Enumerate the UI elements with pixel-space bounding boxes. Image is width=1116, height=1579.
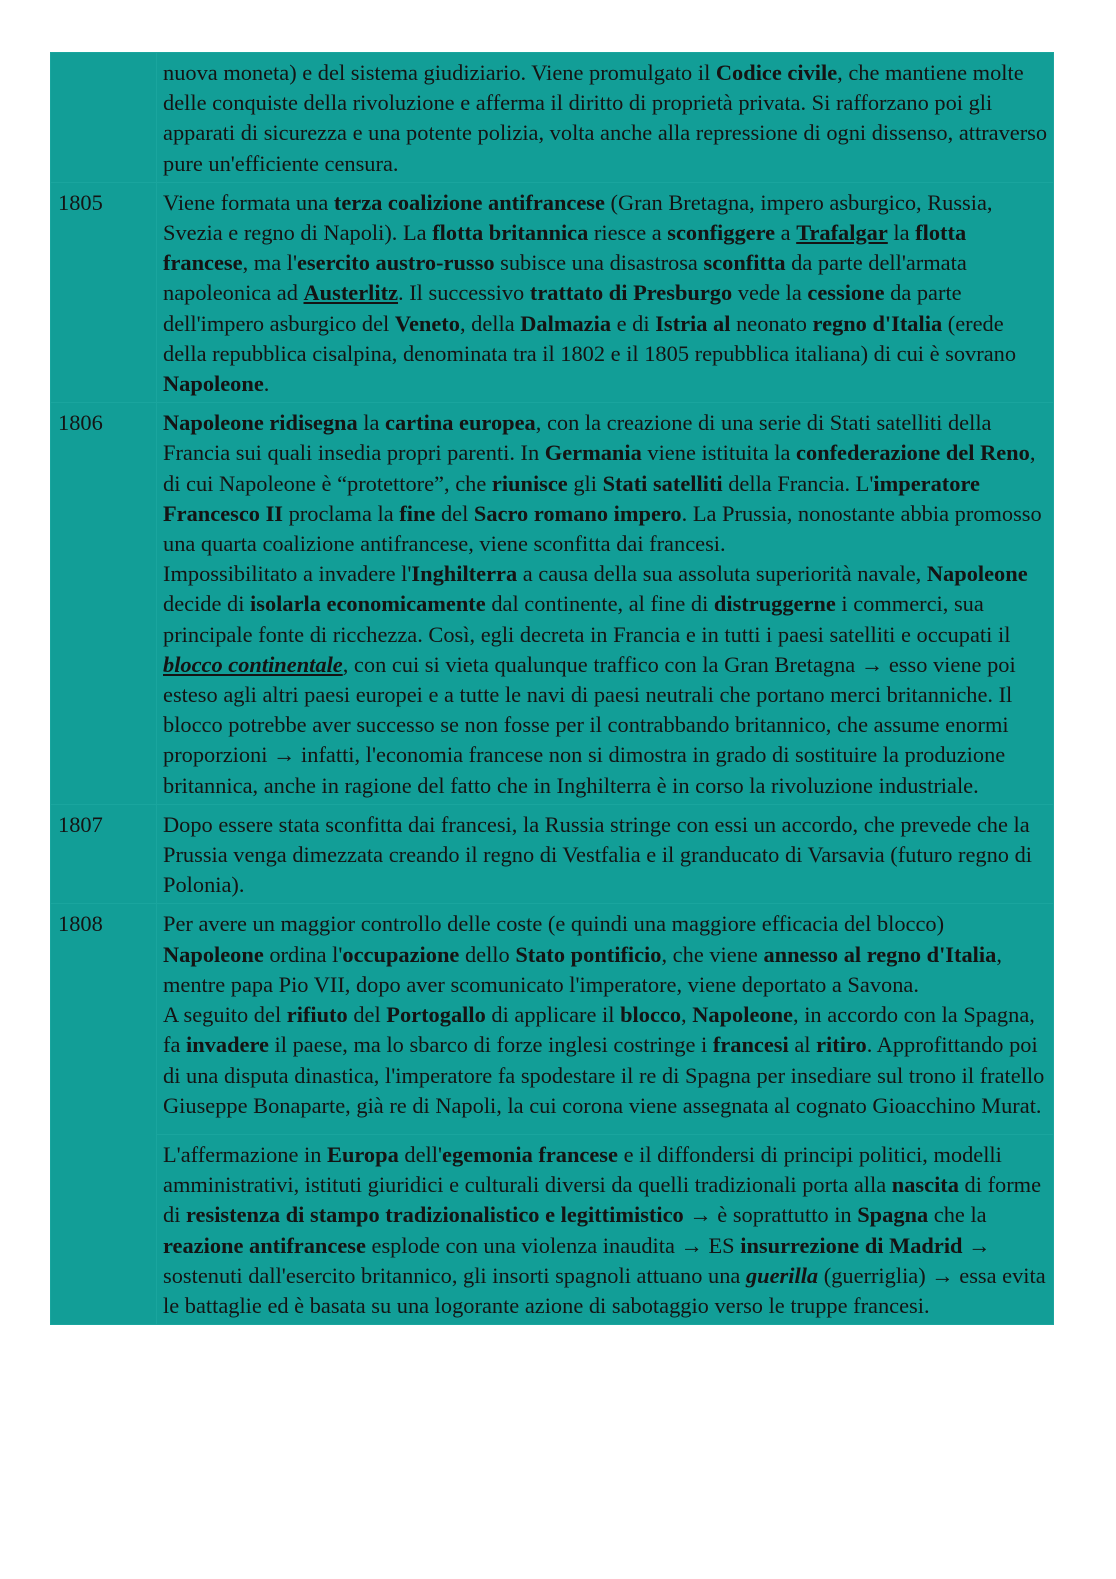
event-cell	[157, 804, 1054, 904]
paragraph: L'affermazione in Europa dell'egemonia francese e il diffondersi di principi politici, modelli amministrativi, istituti giuridici e culturali diversi da quelli tradizionali porta alla nascita di forme di resistenza di stampo tradizionalistico e legittimistico → è soprattutto in Spagna che la reazione antifrancese esplode con una violenza inaudita → ES insurrezione di Madrid → sostenuti dall'esercito britannico, gli insorti spagnoli attuano una guerilla (guerriglia) → essa evita le battaglie ed è basata su una logorante azione di sabotaggio verso le truppe francesi.	[163, 1141, 1046, 1318]
year-cell: 1805	[51, 182, 157, 402]
event-cell	[157, 1134, 1054, 1324]
spacer	[163, 1121, 1050, 1131]
year-cell: 1807	[51, 804, 157, 904]
paragraph: Per avere un maggior controllo delle coste (e quindi una maggiore efficacia del blocco) Napoleone ordina l'occupazione dello Stato pontificio, che viene annesso al regno d'Italia, mentre papa Pio VII, dopo aver scomunicato l'imperatore, viene deportato a Savona.	[163, 911, 1002, 997]
event-cell	[157, 53, 1054, 183]
timeline-table	[50, 52, 1054, 1325]
paragraph: nuova moneta) e del sistema giudiziario. Viene promulgato il Codice civile, che mantiene molte delle conquiste della rivoluzione e afferma il diritto di proprietà privata. Si rafforzano poi gli apparati di sicurezza e una potente polizia, volta anche alla repressione di ogni dissenso, attraverso pure un'efficiente censura.	[163, 60, 1048, 176]
table-row	[51, 1134, 1054, 1324]
event-cell	[157, 182, 1054, 402]
paragraph: Napoleone ridisegna la cartina europea, con la creazione di una serie di Stati satelliti della Francia sui quali insedia propri parenti. In Germania viene istituita la confederazione del Reno, di cui Napoleone è “protettore”, che riunisce gli Stati satelliti della Francia. L'imperatore Francesco II proclama la fine del Sacro romano impero. La Prussia, nonostante abbia promosso una quarta coalizione antifrancese, viene sconfitta dai francesi.	[163, 410, 1042, 557]
paragraph: Impossibilitato a invadere l'Inghilterra a causa della sua assoluta superiorità navale, Napoleone decide di isolarla economicamente dal continente, al fine di distruggerne i commerci, sua principale fonte di ricchezza. Così, egli decreta in Francia e in tutti i paesi satelliti e occupati il blocco continentale, con cui si vieta qualunque traffico con la Gran Bretagna → esso viene poi esteso agli altri paesi europei e a tutte le navi di paesi neutrali che portano merci britanniche. Il blocco potrebbe aver successo se non fosse per il contrabbando britannico, che assume enormi proporzioni → infatti, l'economia francese non si dimostra in grado di sostituire la produzione britannica, anche in ragione del fatto che in Inghilterra è in corso la rivoluzione industriale.	[163, 561, 1028, 798]
paragraph: Viene formata una terza coalizione antifrancese (Gran Bretagna, impero asburgico, Russia, Svezia e regno di Napoli). La flotta britannica riesce a sconfiggere a Trafalgar la flotta francese, ma l'esercito austro-russo subisce una disastrosa sconfitta da parte dell'armata napoleonica ad Austerlitz. Il successivo trattato di Presburgo vede la cessione da parte dell'impero asburgico del Veneto, della Dalmazia e di Istria al neonato regno d'Italia (erede della repubblica cisalpina, denominata tra il 1802 e il 1805 repubblica italiana) di cui è sovrano Napoleone.	[163, 189, 1017, 397]
event-cell	[157, 403, 1054, 805]
table-row	[51, 804, 1054, 904]
table-row	[51, 53, 1054, 183]
table-row	[51, 904, 1054, 1134]
year-cell: 1808	[51, 904, 157, 1325]
event-cell	[157, 904, 1054, 1134]
paragraph: A seguito del rifiuto del Portogallo di applicare il blocco, Napoleone, in accordo con la Spagna, fa invadere il paese, ma lo sbarco di forze inglesi costringe i francesi al ritiro. Approfittando poi di una disputa dinastica, l'imperatore fa spodestare il re di Spagna per insediare sul trono il fratello Giuseppe Bonaparte, già re di Napoli, la cui corona viene assegnata al cognato Gioacchino Murat.	[163, 1002, 1045, 1118]
link-blocco-continentale[interactable]: blocco continentale	[163, 651, 343, 677]
year-cell: 1806	[51, 403, 157, 805]
year-cell	[51, 53, 157, 183]
paragraph: Dopo essere stata sconfitta dai francesi, la Russia stringe con essi un accordo, che prevede che la Prussia venga dimezzata creando il regno di Vestfalia e il granducato di Varsavia (futuro regno di Polonia).	[163, 811, 1033, 898]
table-row	[51, 403, 1054, 805]
link-trafalgar[interactable]: Trafalgar	[796, 220, 888, 246]
link-austerlitz[interactable]: Austerlitz	[303, 280, 399, 306]
table-row	[51, 182, 1054, 402]
